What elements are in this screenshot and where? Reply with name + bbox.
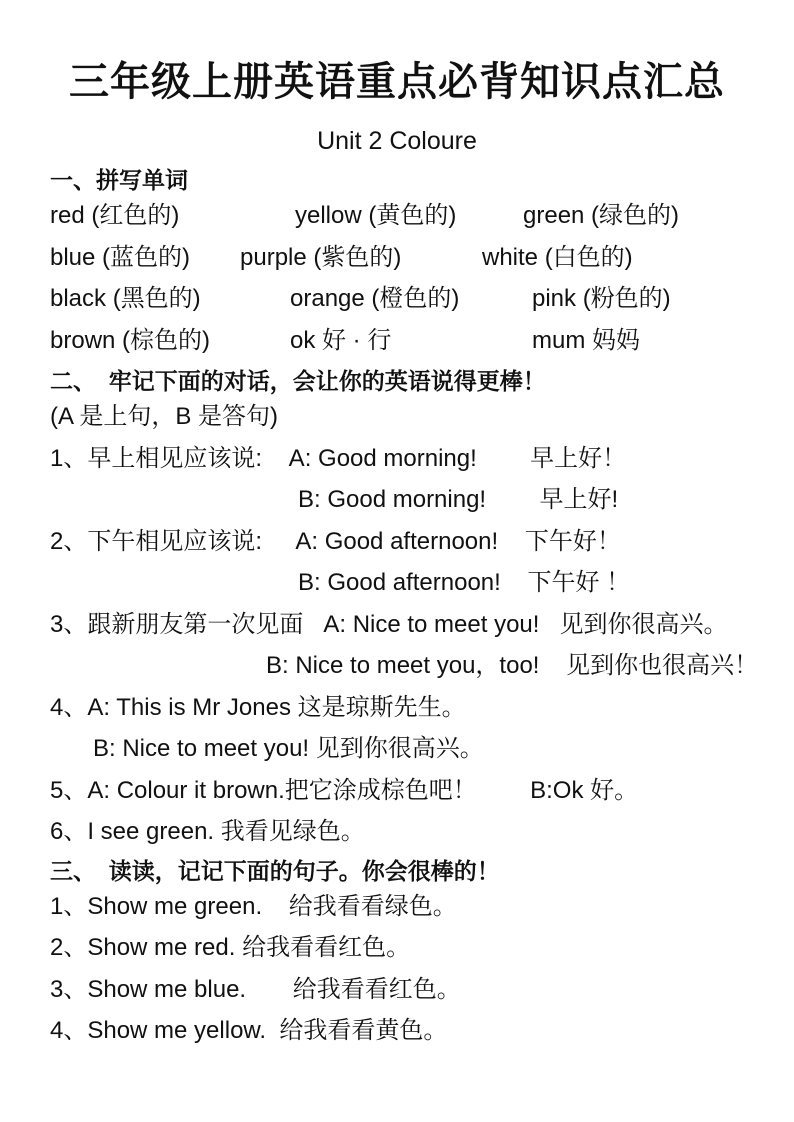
sentence-line: 1、Show me green. 给我看看绿色。 bbox=[50, 892, 457, 920]
word-item: black (黑色的) bbox=[50, 285, 201, 312]
dialogue-line: 4、A: This is Mr Jones 这是琼斯先生。 bbox=[50, 693, 466, 721]
word-item: purple (紫色的) bbox=[240, 243, 402, 271]
dialogue-line: 2、下午相见应该说: A: Good afternoon! 下午好！ bbox=[50, 527, 621, 555]
section-three-heading: 三、 读读，记记下面的句子。你会很棒的！ bbox=[50, 857, 500, 884]
dialogue-line: B: Good morning! 早上好! bbox=[298, 486, 619, 513]
section-one-heading: 一、拼写单词 bbox=[50, 167, 188, 193]
sentence-line: 4、Show me yellow. 给我看看黄色。 bbox=[50, 1017, 448, 1044]
word-item: pink (粉色的) bbox=[532, 285, 671, 312]
word-item: orange (橙色的) bbox=[290, 285, 460, 312]
dialogue-line: 3、跟新朋友第一次见面 A: Nice to meet you! 见到你很高兴。 bbox=[50, 610, 728, 638]
unit-subtitle: Unit 2 Coloure bbox=[317, 127, 477, 155]
word-row bbox=[50, 278, 774, 320]
word-row bbox=[50, 195, 774, 237]
word-item: white (白色的) bbox=[482, 243, 633, 271]
dialogue-line: B: Nice to meet you，too! 见到你也很高兴！ bbox=[266, 652, 759, 679]
word-row bbox=[50, 237, 774, 279]
word-grid bbox=[50, 195, 774, 361]
dialogue-lines bbox=[50, 438, 774, 853]
dialogue-line: B: Good afternoon! 下午好 ！ bbox=[298, 569, 631, 596]
sentence-lines bbox=[50, 886, 774, 1052]
dialogue-line: 1、早上相见应该说: A: Good morning! 早上好！ bbox=[50, 444, 627, 472]
dialogue-line: B: Nice to meet you! 见到你很高兴。 bbox=[93, 735, 484, 762]
word-item: brown (棕色的) bbox=[50, 326, 211, 354]
dialogue-line: 6、I see green. 我看见绿色。 bbox=[50, 818, 365, 845]
word-item: yellow (黄色的) bbox=[295, 202, 457, 229]
word-item: mum 妈妈 bbox=[532, 326, 640, 354]
word-item: red (红色的) bbox=[50, 202, 180, 229]
word-row bbox=[50, 320, 774, 362]
word-item: blue (蓝色的) bbox=[50, 243, 191, 271]
dialogue-line: 5、A: Colour it brown.把它涂成棕色吧！ B:Ok 好。 bbox=[50, 776, 639, 804]
section-two-heading: 二、 牢记下面的对话，会让你的英语说得更棒！ bbox=[50, 368, 546, 394]
page-title: 三年级上册英语重点必背知识点汇总 bbox=[69, 60, 725, 104]
sentence-line: 2、Show me red. 给我看看红色。 bbox=[50, 934, 411, 961]
word-item: green (绿色的) bbox=[523, 202, 680, 229]
word-item: ok 好 · 行 bbox=[290, 326, 392, 354]
sentence-line: 3、Show me blue. 给我看看红色。 bbox=[50, 975, 461, 1003]
dialogue-note: (A 是上句，B 是答句) bbox=[50, 403, 279, 430]
